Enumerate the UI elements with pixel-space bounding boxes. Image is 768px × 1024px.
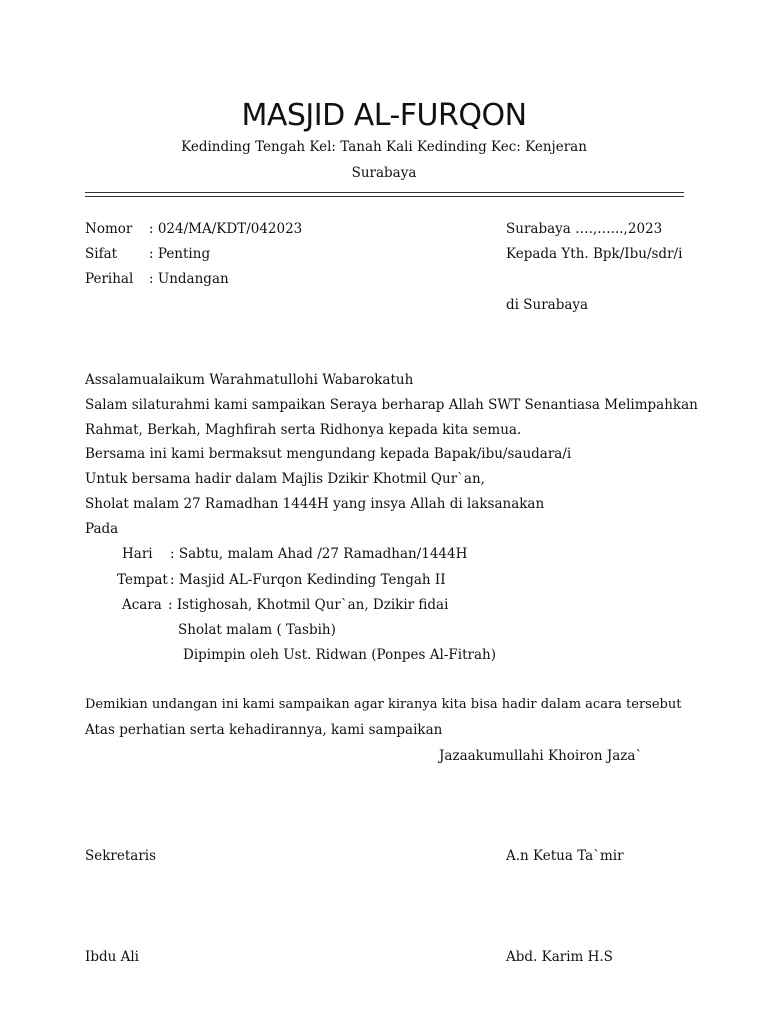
greeting: Assalamualaikum Warahmatullohi Wabarokatuh (85, 372, 414, 388)
body-line: Untuk bersama hadir dalam Majlis Dzikir Khotmil Qur`an, (85, 471, 485, 487)
letterhead-title: MASJID AL-FURQON (241, 98, 527, 133)
body-line: Pada (85, 521, 119, 537)
perihal-label: Perihal (85, 271, 134, 287)
recipient: Kepada Yth. Bpk/Ibu/sdr/i (506, 246, 683, 262)
letter-date: Surabaya ….,…...,2023 (506, 221, 663, 237)
nomor-label: Nomor (85, 221, 133, 237)
sifat-value: : Penting (149, 246, 211, 262)
body-line: Rahmat, Berkah, Maghfirah serta Ridhonya kepada kita semua. (85, 422, 522, 438)
closing-line: Demikian undangan ini kami sampaikan agar kiranya kita bisa hadir dalam acara tersebut (85, 697, 682, 712)
closing-line: Atas perhatian serta kehadirannya, kami sampaikan (85, 722, 443, 738)
signature-left-name: Ibdu Ali (85, 949, 139, 965)
letterhead-divider-top (85, 192, 684, 193)
signature-right-name: Abd. Karim H.S (506, 949, 613, 965)
body-line: Salam silaturahmi kami sampaikan Seraya berharap Allah SWT Senantiasa Melimpahkan (85, 397, 698, 413)
tempat-value: : Masjid AL-Furqon Kedinding Tengah II (170, 572, 446, 588)
letterhead-city: Surabaya (351, 165, 417, 181)
tempat-label: Tempat (117, 572, 168, 588)
nomor-value: : 024/MA/KDT/042023 (149, 221, 303, 237)
acara-label: Acara (122, 597, 162, 613)
signature-right-role: A.n Ketua Ta`mir (506, 848, 624, 864)
recipient-place: di Surabaya (506, 297, 589, 313)
acara-extra: Dipimpin oleh Ust. Ridwan (Ponpes Al-Fitrah) (183, 647, 496, 663)
body-line: Sholat malam 27 Ramadhan 1444H yang insya Allah di laksanakan (85, 496, 545, 512)
letterhead-divider-bottom (85, 196, 684, 197)
closing-salutation: Jazaakumullahi Khoiron Jaza` (439, 748, 643, 764)
perihal-value: : Undangan (149, 271, 229, 287)
body-line: Bersama ini kami bermaksut mengundang kepada Bapak/ibu/saudara/i (85, 446, 572, 462)
signature-left-role: Sekretaris (85, 848, 157, 864)
acara-extra: Sholat malam ( Tasbih) (178, 622, 336, 638)
acara-value: : Istighosah, Khotmil Qur`an, Dzikir fidai (168, 597, 449, 613)
hari-label: Hari (122, 546, 153, 562)
sifat-label: Sifat (85, 246, 118, 262)
letterhead-address: Kedinding Tengah Kel: Tanah Kali Kedinding Kec: Kenjeran (181, 139, 587, 155)
hari-value: : Sabtu, malam Ahad /27 Ramadhan/1444H (170, 546, 468, 562)
